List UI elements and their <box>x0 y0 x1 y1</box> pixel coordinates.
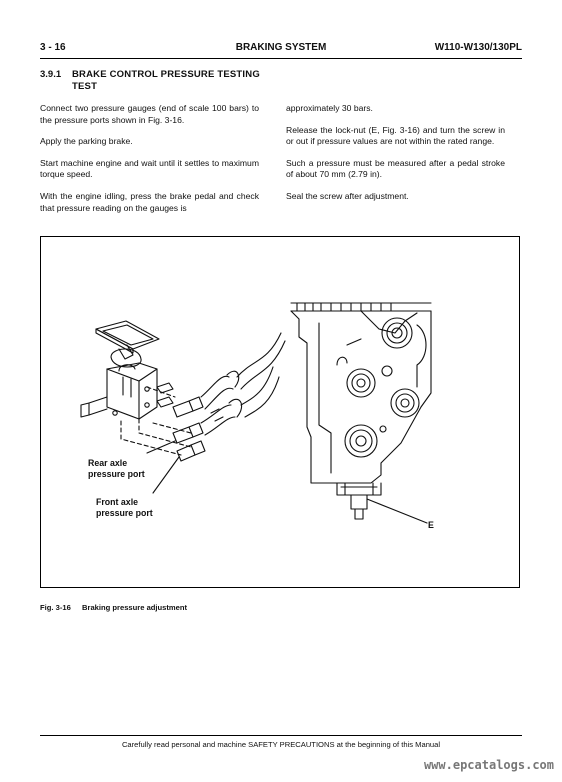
caption-text: Braking pressure adjustment <box>82 603 188 612</box>
body-right-column <box>286 103 505 213</box>
valve-body-illustration <box>291 303 431 519</box>
section-number: 3.9.1 <box>40 69 62 80</box>
paragraph: Release the lock-nut (E, Fig. 3-16) and turn the screw in or out if pressure values are not within the rated range. <box>286 124 505 147</box>
footer-rule <box>40 735 522 736</box>
hoses <box>201 333 285 435</box>
label-line: Rear axle <box>88 458 128 468</box>
lock-nut-leader <box>367 499 427 523</box>
paragraph: Seal the screw after adjustment. <box>286 190 409 201</box>
pressure-fittings <box>173 397 205 461</box>
paragraph: approximately 30 bars. <box>286 103 373 113</box>
brake-diagram <box>41 237 521 589</box>
section-title: BRAKE CONTROL PRESSURE TESTING TEST <box>72 69 260 92</box>
label-line: pressure port <box>96 508 153 518</box>
front-axle-port-label <box>96 497 153 519</box>
footer-note: Carefully read personal and machine SAFETY PRECAUTIONS at the beginning of this Manual <box>121 740 441 749</box>
chapter-title: BRAKING SYSTEM <box>235 42 327 53</box>
label-line: Front axle <box>96 497 139 507</box>
paragraph: Apply the parking brake. <box>40 136 133 147</box>
caption-number: Fig. 3-16 <box>40 603 71 612</box>
header-rule <box>40 58 522 59</box>
body-left-column <box>40 103 259 224</box>
label-line: pressure port <box>88 469 145 479</box>
watermark: www.epcatalogs.com <box>423 758 554 772</box>
paragraph: Start machine engine and wait until it settles to maximum torque speed. <box>40 157 259 180</box>
figure-caption <box>40 603 187 612</box>
lock-nut-label: E <box>428 520 434 530</box>
page-number: 3 - 16 <box>40 42 66 53</box>
model-range: W110-W130/130PL <box>434 42 522 53</box>
rear-axle-port-label <box>88 458 145 480</box>
paragraph: Connect two pressure gauges (end of scale 100 bars) to the pressure ports shown in Fig. 3-16. <box>40 103 259 125</box>
paragraph: With the engine idling, press the brake pedal and check that pressure reading on the gauges is <box>40 190 259 213</box>
page-header <box>40 42 522 56</box>
figure-frame <box>40 236 520 588</box>
front-port-leader <box>153 457 179 493</box>
paragraph: Such a pressure must be measured after a pedal stroke of about 70 mm (2.79 in). <box>286 157 505 180</box>
brake-valve-illustration <box>81 321 173 419</box>
